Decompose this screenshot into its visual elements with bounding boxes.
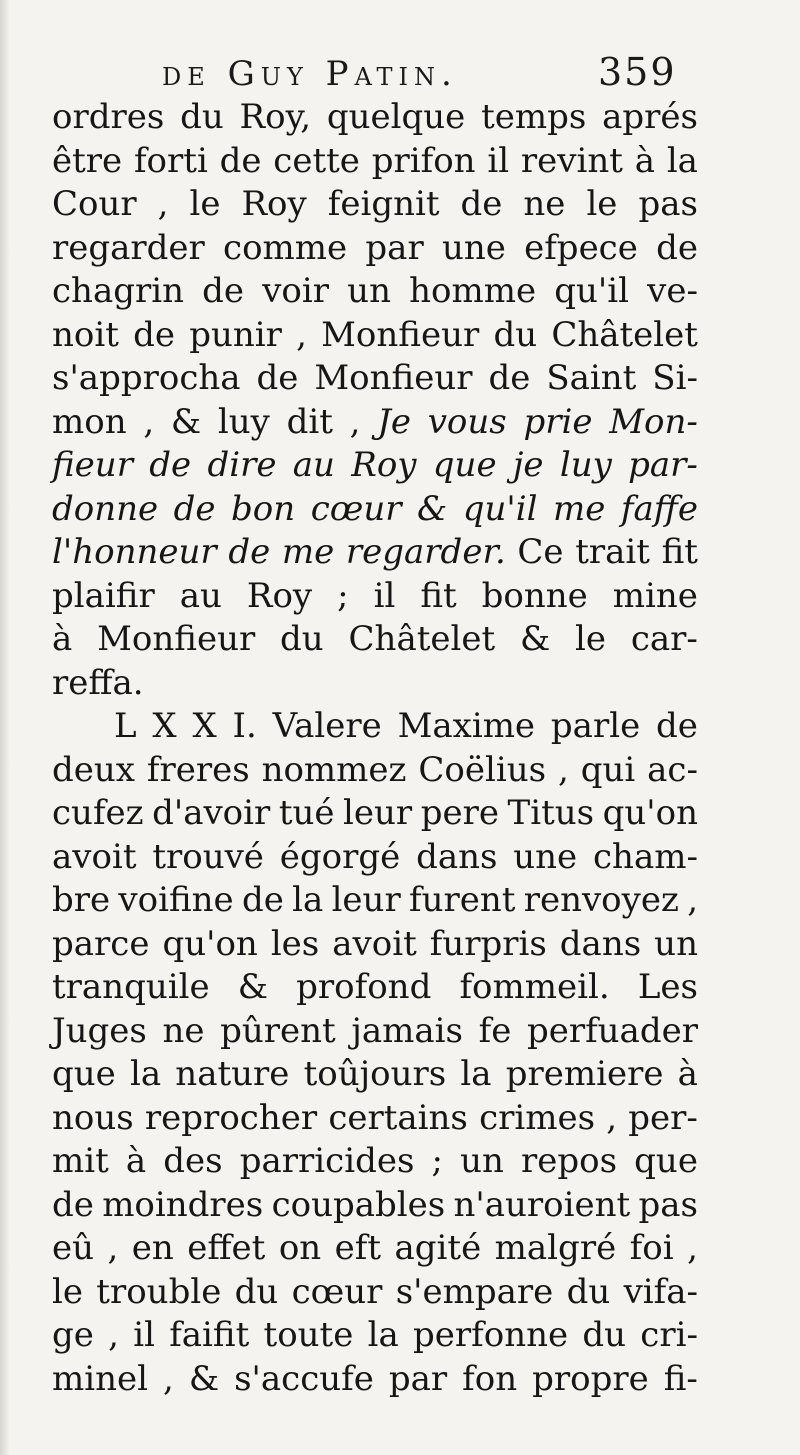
- word: ;: [431, 1141, 443, 1181]
- word: perfuader: [526, 1010, 698, 1051]
- word: par: [365, 227, 424, 268]
- text-line: [52, 140, 698, 184]
- word: du: [493, 314, 538, 355]
- word: renvoyez: [523, 880, 679, 920]
- text-line: [52, 879, 698, 923]
- word: la: [292, 880, 324, 920]
- word: trouvé: [152, 836, 264, 877]
- text-line: [52, 531, 698, 575]
- page-edge-shadow: [0, 0, 10, 1455]
- word: à: [677, 1054, 698, 1094]
- word: X: [152, 706, 177, 746]
- word: au: [292, 445, 335, 485]
- word: dit: [286, 401, 333, 442]
- word: que: [432, 445, 497, 485]
- word: voifine: [118, 880, 234, 920]
- word: certains: [328, 1097, 468, 1138]
- word: pas: [638, 184, 698, 224]
- text-line: [52, 444, 698, 488]
- word: coupables: [271, 1184, 446, 1225]
- word: ,: [687, 880, 698, 920]
- word: me: [553, 488, 606, 529]
- word: ,: [606, 1097, 618, 1138]
- word: il: [373, 575, 396, 616]
- word: qu'on: [162, 923, 258, 964]
- word: dans: [559, 923, 642, 964]
- word: efpece: [524, 227, 638, 268]
- word: avoit: [332, 923, 417, 964]
- word: du: [566, 1271, 611, 1312]
- word: faifit: [169, 1315, 250, 1355]
- word: furent: [409, 880, 516, 920]
- word: bon: [231, 488, 296, 529]
- word: un: [460, 1141, 504, 1181]
- word: donne: [52, 488, 159, 529]
- word: ne: [162, 1010, 205, 1051]
- word: aprés: [602, 97, 698, 137]
- word: du: [180, 97, 224, 137]
- word: ge: [52, 1315, 94, 1355]
- word: il: [487, 140, 510, 181]
- word: luy: [559, 445, 612, 485]
- word: ,: [349, 401, 361, 442]
- running-head: [0, 50, 800, 98]
- text-line: [52, 488, 698, 532]
- word: jamais: [351, 1010, 463, 1051]
- word: pûrent: [220, 1010, 336, 1051]
- word: nature: [175, 1054, 290, 1094]
- word: luy: [217, 401, 270, 442]
- word: chagrin: [52, 271, 184, 311]
- word: qui: [580, 749, 636, 790]
- word: faffe: [620, 488, 698, 529]
- word: fit: [420, 575, 457, 616]
- word: de: [256, 358, 299, 398]
- word: un: [347, 271, 391, 311]
- text-line: [52, 401, 698, 445]
- text-line: [52, 749, 698, 793]
- word: &: [237, 967, 269, 1007]
- word: s'accufe: [234, 1358, 374, 1399]
- word: de: [460, 184, 503, 224]
- text-line: [52, 575, 698, 619]
- word: ,: [107, 1228, 119, 1268]
- word: Châtelet: [551, 314, 698, 355]
- word: prifon: [371, 140, 476, 181]
- word: à: [634, 140, 656, 181]
- text-line: [52, 836, 698, 880]
- word: de: [228, 532, 271, 572]
- word: &: [519, 619, 551, 659]
- word: freres: [146, 749, 250, 790]
- word: ,: [557, 749, 569, 790]
- word: parce: [52, 923, 150, 964]
- word: Roy,: [239, 97, 312, 137]
- word: du: [280, 619, 324, 659]
- word: Ce: [517, 532, 564, 572]
- word: reprocher: [144, 1097, 318, 1138]
- word: Juges: [52, 1010, 147, 1051]
- word: Titus: [507, 793, 595, 833]
- word: ordres: [52, 97, 165, 137]
- word: foi: [629, 1228, 674, 1268]
- word: tué: [278, 793, 335, 833]
- word: noit: [52, 314, 119, 355]
- text-line: [52, 662, 698, 706]
- word: ,: [143, 401, 155, 442]
- word: ;: [337, 575, 349, 616]
- word: &: [188, 1358, 220, 1399]
- word: cœur: [310, 488, 402, 529]
- text-line: [52, 227, 698, 271]
- word: mon: [52, 401, 127, 442]
- word: vous: [427, 401, 507, 442]
- word: cette: [273, 140, 360, 181]
- word: le: [52, 1271, 83, 1312]
- word: pas: [638, 1184, 698, 1225]
- word: Si-: [652, 358, 698, 398]
- word: égorgé: [279, 836, 401, 877]
- word: &: [170, 401, 202, 442]
- word: Cour: [52, 184, 137, 224]
- word: effet: [187, 1228, 266, 1268]
- word: Monfieur: [97, 619, 256, 659]
- text-line: [52, 1227, 698, 1271]
- word: toûjours: [303, 1054, 447, 1094]
- word: la: [666, 140, 698, 181]
- word: la: [367, 1315, 399, 1355]
- word: de: [656, 227, 698, 268]
- word: une: [513, 836, 578, 877]
- word: Les: [637, 967, 698, 1007]
- word: en: [131, 1228, 174, 1268]
- word: une: [441, 227, 506, 268]
- word: un: [654, 923, 698, 964]
- word: s'empare: [395, 1271, 554, 1312]
- word: deux: [52, 749, 135, 790]
- word: perfonne: [413, 1315, 569, 1355]
- word: moindres: [102, 1184, 264, 1225]
- word: de: [656, 706, 698, 746]
- word: fi-: [663, 1358, 698, 1399]
- word: dans: [416, 836, 498, 877]
- word: de: [133, 314, 175, 355]
- word: pere: [420, 793, 499, 833]
- word: X: [192, 706, 217, 746]
- word: leur: [331, 880, 401, 920]
- word: la: [460, 1054, 492, 1094]
- word: malgré: [494, 1228, 617, 1268]
- word: Roy: [246, 575, 313, 616]
- word: parle: [550, 706, 641, 746]
- word: per-: [628, 1097, 698, 1138]
- text-line: [52, 270, 698, 314]
- word: on: [278, 1228, 322, 1268]
- word: Mon-: [609, 401, 698, 442]
- word: par: [388, 1358, 448, 1399]
- word: qu'on: [602, 793, 698, 833]
- word: punir: [189, 314, 282, 355]
- word: regarder: [52, 227, 205, 268]
- text-line: [52, 183, 698, 227]
- word: nommez: [261, 749, 407, 790]
- word: de: [219, 140, 262, 181]
- word: n'auroient: [453, 1184, 631, 1225]
- word: être: [52, 140, 123, 181]
- word: mine: [612, 575, 698, 616]
- word: qu'il: [554, 271, 630, 311]
- word: de: [52, 1184, 94, 1225]
- word: de: [149, 445, 192, 485]
- word: repos: [521, 1141, 618, 1181]
- word: du: [582, 1315, 627, 1355]
- word: je: [512, 445, 544, 485]
- word: furpris: [429, 923, 547, 964]
- word: Coëlius: [418, 749, 547, 790]
- word: quelque: [326, 97, 466, 137]
- word: de: [173, 488, 216, 529]
- word: profond: [296, 967, 432, 1007]
- word: ve-: [647, 271, 698, 311]
- word: que: [52, 1054, 116, 1094]
- word: fe: [478, 1010, 512, 1051]
- word: vifa-: [623, 1271, 698, 1312]
- word: dire: [207, 445, 277, 485]
- word: &: [417, 488, 448, 529]
- word: le: [586, 184, 618, 224]
- word: leur: [343, 793, 413, 833]
- word: I.: [232, 706, 257, 746]
- text-line: [52, 618, 698, 662]
- word: fon: [462, 1358, 518, 1399]
- text-line: [52, 1140, 698, 1184]
- word: à: [52, 619, 73, 659]
- word: forti: [133, 140, 208, 181]
- word: le: [575, 619, 607, 659]
- word: de: [488, 358, 531, 398]
- word: Monfieur: [321, 314, 480, 355]
- text-line: [52, 1358, 698, 1402]
- text-line: [52, 1097, 698, 1141]
- text-line: [52, 314, 698, 358]
- word: revint: [520, 140, 623, 181]
- word: ,: [157, 184, 169, 224]
- text-line: [52, 923, 698, 967]
- word: crimes: [479, 1097, 596, 1138]
- word: nous: [52, 1097, 134, 1138]
- word: s'approcha: [52, 358, 241, 398]
- word: prie: [523, 401, 593, 442]
- word: L: [114, 706, 137, 746]
- word: d'avoir: [152, 793, 271, 833]
- text-line: [52, 96, 698, 140]
- word: me: [281, 532, 335, 572]
- word: ,: [687, 1228, 698, 1268]
- word: Saint: [546, 358, 637, 398]
- word: il: [133, 1315, 155, 1355]
- word: ne: [523, 184, 566, 224]
- word: Roy: [241, 184, 307, 224]
- word: les: [270, 923, 320, 964]
- word: Roy: [351, 445, 417, 485]
- word: ,: [108, 1315, 119, 1355]
- word: toute: [263, 1315, 354, 1355]
- word: regarder.: [345, 532, 506, 572]
- word: eft: [334, 1228, 382, 1268]
- word: mit: [52, 1141, 109, 1181]
- text-line: [52, 792, 698, 836]
- word: qu'il: [462, 488, 538, 529]
- text-line: [52, 1053, 698, 1097]
- word: Valere: [272, 706, 382, 746]
- word: fommeil.: [459, 967, 610, 1007]
- word: Maxime: [397, 706, 536, 746]
- text-line: [52, 705, 698, 749]
- word: plaifir: [52, 575, 155, 616]
- text-line: [52, 1184, 698, 1228]
- word: agité: [394, 1228, 482, 1268]
- word: trait: [575, 532, 650, 572]
- word: reffa.: [52, 662, 144, 703]
- word: homme: [409, 271, 537, 311]
- word: Je: [377, 401, 411, 442]
- word: fit: [661, 532, 698, 572]
- text-line: [52, 1271, 698, 1315]
- text-line: [52, 1314, 698, 1358]
- word: par-: [628, 445, 698, 485]
- word: de: [202, 271, 245, 311]
- word: avoit: [52, 836, 137, 877]
- page-number: 359: [598, 50, 677, 94]
- text-line: [52, 1010, 698, 1054]
- word: temps: [481, 97, 587, 137]
- word: l'honneur: [52, 532, 217, 572]
- word: au: [179, 575, 222, 616]
- word: fieur: [52, 445, 133, 485]
- word: car-: [630, 619, 698, 659]
- word: feignit: [327, 184, 440, 224]
- running-title: de Guy Patin.: [162, 54, 458, 94]
- word: tranquile: [52, 967, 210, 1007]
- word: ac-: [647, 749, 698, 790]
- word: bre: [52, 880, 111, 920]
- word: comme: [223, 227, 348, 268]
- word: propre: [532, 1358, 649, 1399]
- word: des: [163, 1141, 223, 1181]
- word: bonne: [481, 575, 588, 616]
- body-text: [52, 96, 698, 1401]
- word: eû: [52, 1228, 95, 1268]
- word: voir: [262, 271, 330, 311]
- word: le: [189, 184, 221, 224]
- word: cœur: [291, 1271, 383, 1312]
- word: de: [241, 880, 284, 920]
- word: ,: [296, 314, 307, 355]
- word: trouble: [96, 1271, 222, 1312]
- word: que: [634, 1141, 698, 1181]
- word: Monfieur: [314, 358, 473, 398]
- word: premiere: [505, 1054, 664, 1094]
- word: cri-: [640, 1315, 698, 1355]
- word: minel: [52, 1358, 149, 1399]
- text-line: [52, 357, 698, 401]
- text-line: [52, 966, 698, 1010]
- word: du: [234, 1271, 279, 1312]
- word: la: [129, 1054, 162, 1094]
- word: ,: [163, 1358, 174, 1399]
- word: parricides: [239, 1141, 415, 1181]
- word: cufez: [52, 793, 144, 833]
- word: à: [125, 1141, 147, 1181]
- word: Châtelet: [348, 619, 496, 659]
- word: cham-: [593, 836, 698, 877]
